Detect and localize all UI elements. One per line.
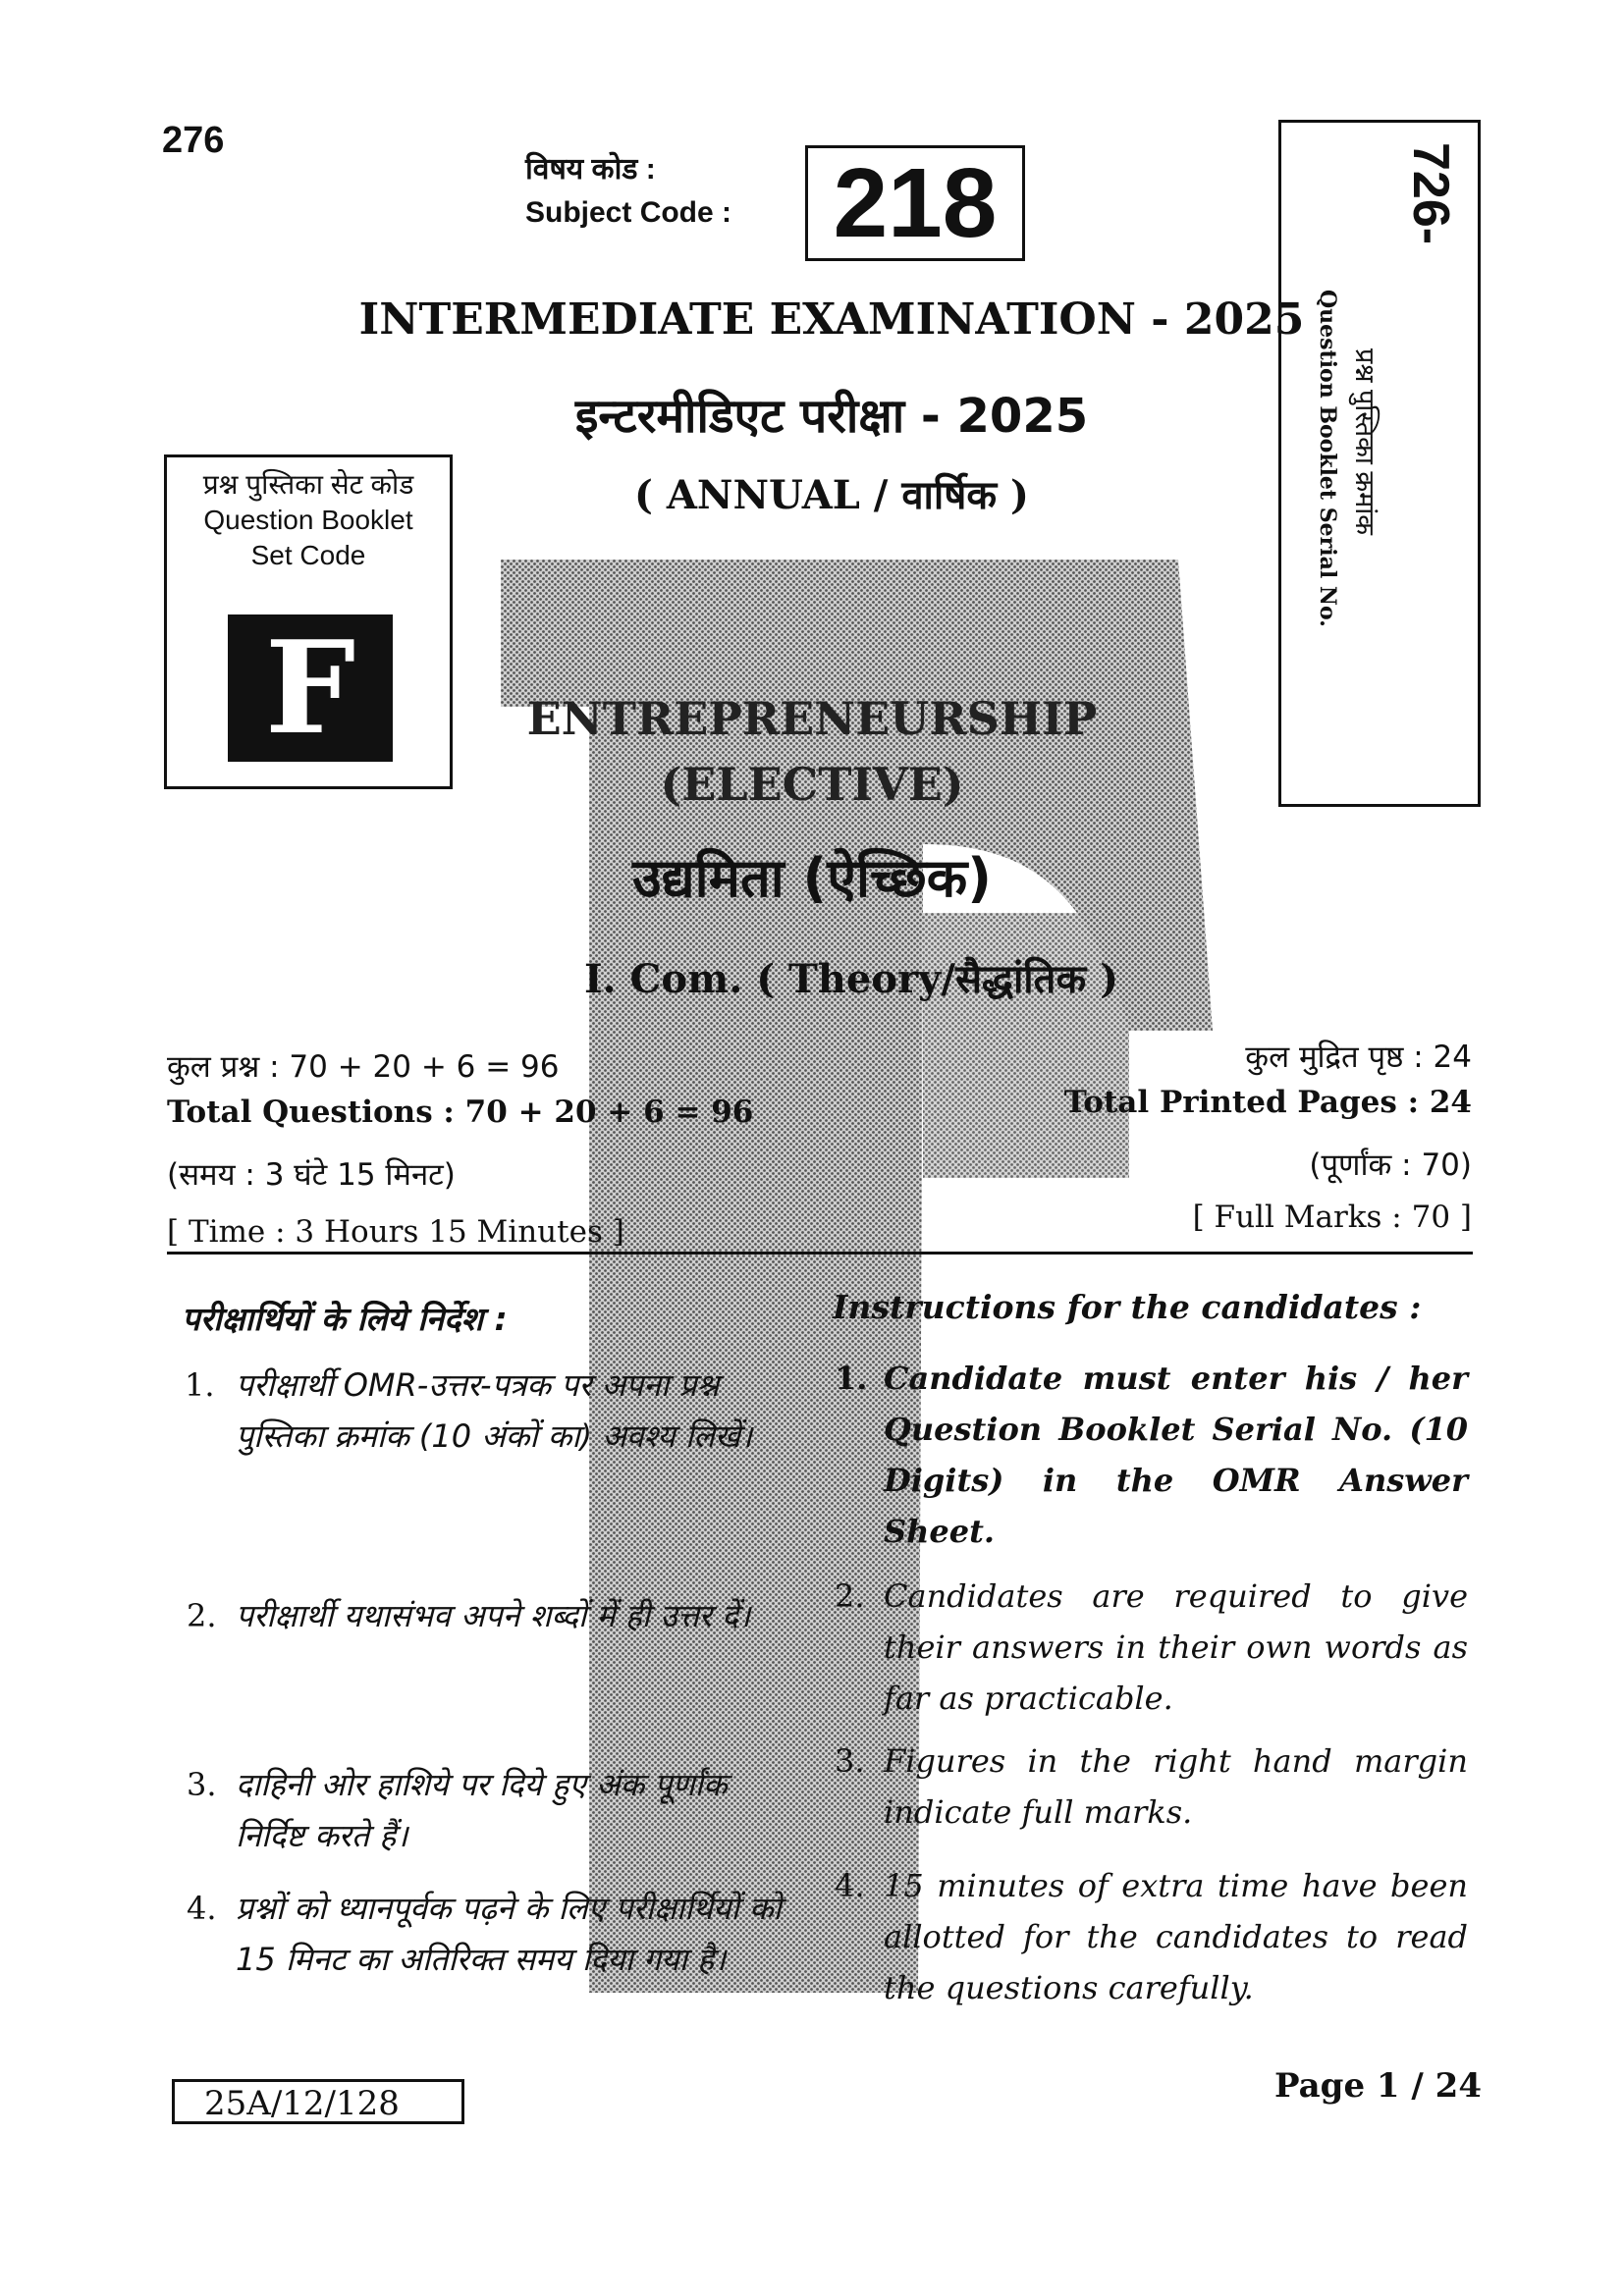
set-code-label-en-1: Question Booklet bbox=[203, 505, 413, 535]
full-marks-hi: (पूर्णांक : 70) bbox=[1309, 1148, 1472, 1183]
instructions-heading-hi: परीक्षार्थियों के लिये निर्देश : bbox=[182, 1300, 508, 1338]
page-indicator: Page 1 / 24 bbox=[1274, 2066, 1482, 2106]
subject-code-label-hi: विषय कोड : bbox=[525, 153, 656, 186]
printed-pages-en: Total Printed Pages : 24 bbox=[1063, 1085, 1472, 1120]
instructions-heading-en: Instructions for the candidates : bbox=[833, 1288, 1422, 1326]
instruction-en-1: 1. Candidate must enter his / her Question Booklet Serial No. (10 Digits) in the OMR Answer Sheet. bbox=[835, 1360, 1468, 1550]
serial-label-en: Question Booklet Serial No. bbox=[1315, 290, 1340, 627]
instruction-hi-4: 4. प्रश्नों को ध्यानपूर्वक पढ़ने के लिए परीक्षार्थियों को 15 मिनट का अतिरिक्त समय दिया गया है। bbox=[187, 1890, 782, 1978]
exam-title-en: INTERMEDIATE EXAMINATION - 2025 bbox=[358, 294, 1305, 345]
total-questions-hi: कुल प्रश्न : 70 + 20 + 6 = 96 bbox=[167, 1049, 560, 1085]
set-code-label-hi: प्रश्न पुस्तिका सेट कोड bbox=[202, 469, 414, 500]
page-number: 276 bbox=[162, 120, 225, 161]
set-code-letter: F bbox=[228, 614, 393, 762]
subject-stream: I. Com. ( Theory/सैद्धांतिक ) bbox=[583, 956, 1119, 1002]
serial-number: 726- bbox=[1402, 142, 1459, 245]
instruction-hi-2: 2. परीक्षार्थी यथासंभव अपने शब्दों में ही उत्तर दें। bbox=[187, 1597, 751, 1634]
time-hi: (समय : 3 घंटे 15 मिनट) bbox=[167, 1157, 456, 1193]
exam-session: ( ANNUAL / वार्षिक ) bbox=[634, 472, 1029, 518]
instruction-en-4: 4. 15 minutes of extra time have been allotted for the candidates to read the questions carefully. bbox=[835, 1867, 1468, 2006]
booklet-code: 25A/12/128 bbox=[172, 2079, 464, 2124]
total-questions-en: Total Questions : 70 + 20 + 6 = 96 bbox=[167, 1095, 754, 1130]
serial-label-hi: प्रश्न पुस्तिका क्रमांक bbox=[1350, 348, 1380, 536]
subject-elective-en: (ELECTIVE) bbox=[660, 758, 964, 811]
instruction-en-3: 3. Figures in the right hand margin indicate full marks. bbox=[835, 1742, 1468, 1831]
set-code-label-en-2: Set Code bbox=[250, 540, 366, 570]
instruction-hi-1: 1. परीक्षार्थी OMR-उत्तर-पत्रक पर अपना प्रश्न पुस्तिका क्रमांक (10 अंकों का) अवश्य लिखें। bbox=[185, 1366, 753, 1455]
subject-name-en: ENTREPRENEURSHIP bbox=[526, 692, 1098, 745]
time-en: [ Time : 3 Hours 15 Minutes ] bbox=[167, 1214, 624, 1250]
subject-code-label-en: Subject Code : bbox=[525, 196, 732, 229]
divider bbox=[167, 1252, 1473, 1255]
subject-name-hi: उद्यमिता (ऐच्छिक) bbox=[632, 847, 992, 909]
exam-title-hi: इन्टरमीडिएट परीक्षा - 2025 bbox=[574, 389, 1089, 444]
instruction-en-2: 2. Candidates are required to give their answers in their own words as far as practicable. bbox=[835, 1577, 1468, 1717]
subject-code-box: 218 bbox=[805, 145, 1025, 261]
printed-pages-hi: कुल मुद्रित पृष्ठ : 24 bbox=[1245, 1040, 1472, 1075]
instruction-hi-3: 3. दाहिनी ओर हाशिये पर दिये हुए अंक पूर्णांक निर्दिष्ट करते हैं। bbox=[187, 1766, 728, 1854]
full-marks-en: [ Full Marks : 70 ] bbox=[1192, 1200, 1472, 1235]
